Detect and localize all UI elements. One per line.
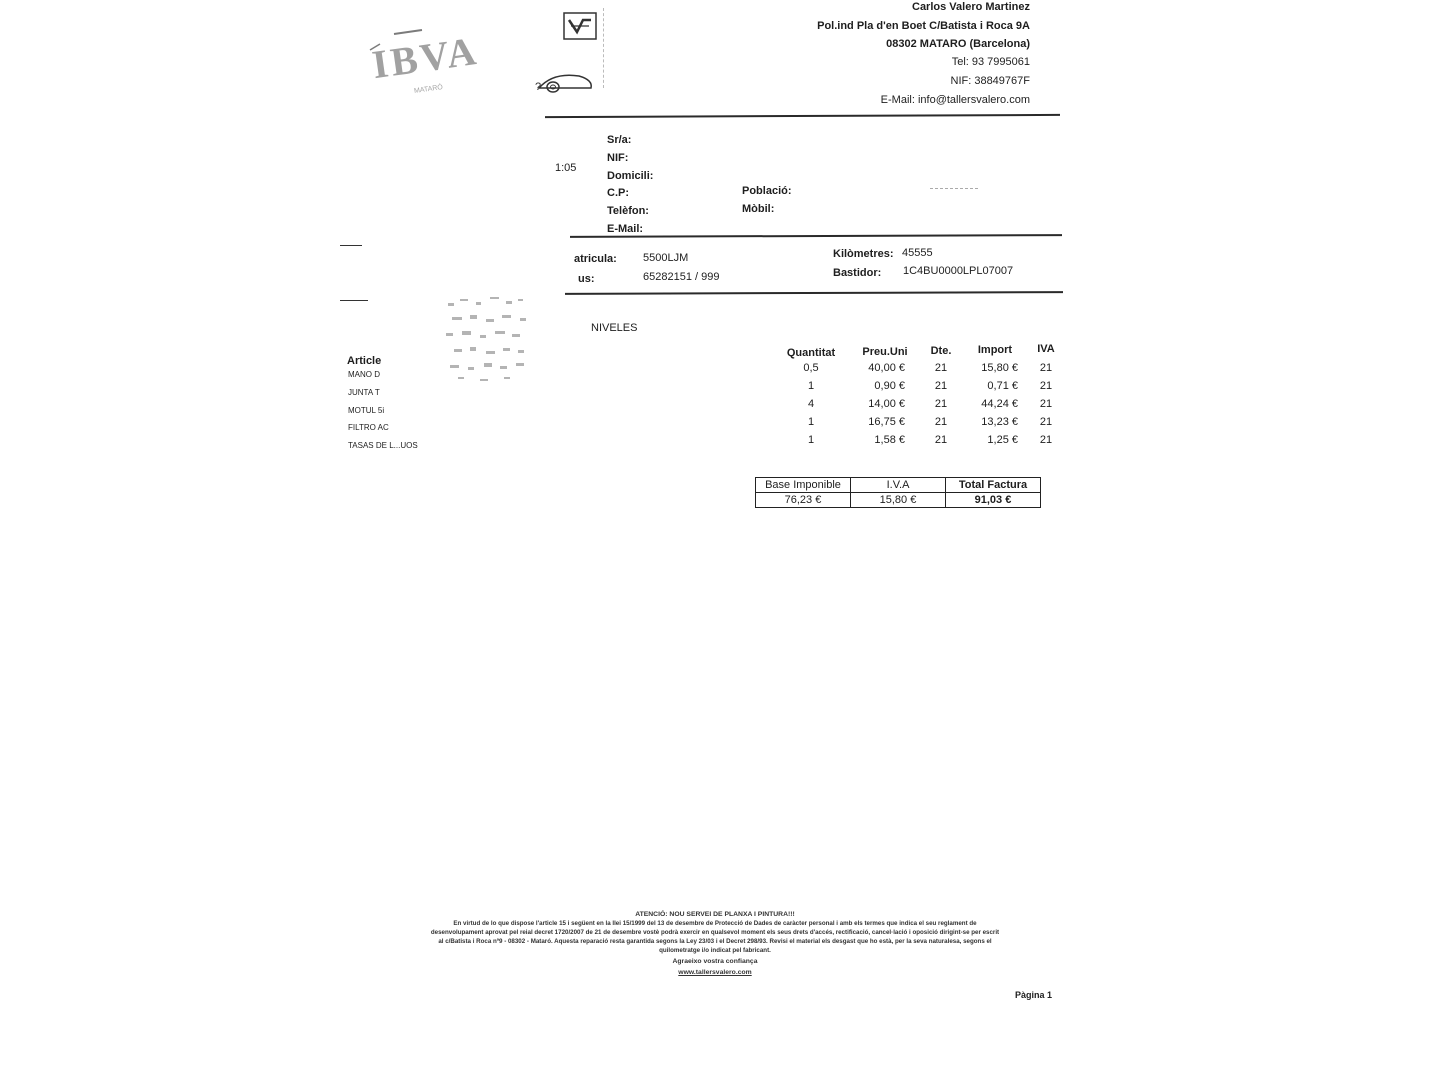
cell-price: 16,75 € — [868, 416, 905, 428]
line-items — [780, 362, 1065, 452]
redacted-marks — [930, 188, 978, 189]
label-bastidor: Bastidor: — [833, 267, 882, 279]
totals-iva-value: 15,80 € — [851, 493, 946, 508]
label-domicili: Domicili: — [607, 170, 654, 182]
cell-import: 1,25 € — [987, 434, 1018, 446]
footer-legal-1: En virtud de lo que dispose l'article 15 i següent en la llei 15/1999 del 13 de desembre de Protecció de Dades de caràcter personal i amb els termes que indica el seu reglament de — [453, 920, 977, 927]
footer-legal-2: desenvolupament aprovat pel reial decret 1720/2007 de 21 de desembre vostè podrà exercir en qualsevol moment els seus drets d'accés, rectificació, cancel·lació i oposició dirigint-se per escrit — [430, 929, 1000, 936]
header-dte: Dte. — [930, 345, 952, 357]
cell-iva: 21 — [1039, 434, 1053, 446]
car-badge-icon — [535, 70, 597, 98]
article-row: MOTUL 5i — [348, 406, 385, 415]
table-row — [780, 398, 1065, 416]
cell-qty: 1 — [807, 416, 815, 428]
header-iva: IVA — [1037, 343, 1055, 355]
label-mobil: Mòbil: — [742, 203, 775, 215]
company-tel: Tel: 93 7995061 — [951, 56, 1030, 68]
label-km: Kilòmetres: — [833, 248, 894, 260]
table-row — [780, 380, 1065, 398]
margin-dash-1 — [340, 245, 362, 246]
article-row: MANO D — [348, 370, 380, 379]
cell-import: 15,80 € — [981, 362, 1018, 374]
cell-dte: 21 — [934, 434, 948, 446]
company-email: E-Mail: info@tallersvalero.com — [880, 94, 1030, 106]
value-km: 45555 — [902, 247, 933, 259]
brand-logo-icon — [563, 12, 597, 40]
article-row: JUNTA T — [348, 388, 380, 397]
cell-iva: 21 — [1039, 416, 1053, 428]
label-srla: Sr/a: — [607, 134, 632, 146]
header-preu-uni: Preu.Uni — [862, 346, 908, 358]
article-row: FILTRO AC — [348, 423, 389, 432]
cell-qty: 1 — [807, 434, 815, 446]
cell-dte: 21 — [934, 398, 948, 410]
page-number: Pàgina 1 — [1015, 990, 1053, 1000]
article-row: TASAS DE L...UOS — [348, 441, 418, 450]
logo-subtext: MATARÓ — [413, 84, 444, 95]
label-telefon: Telèfon: — [607, 205, 649, 217]
cell-import: 13,23 € — [981, 416, 1018, 428]
table-row — [780, 434, 1065, 452]
value-second: 65282151 / 999 — [643, 271, 720, 283]
company-address: Pol.ind Pla d'en Boet C/Batista i Roca 9A — [817, 20, 1030, 32]
totals-total-label: Total Factura — [946, 478, 1041, 493]
label-email: E-Mail: — [607, 223, 644, 235]
margin-dash-2 — [340, 300, 368, 301]
header-import: Import — [977, 344, 1013, 356]
table-row — [780, 362, 1065, 380]
faded-stamp — [440, 293, 535, 385]
cell-dte: 21 — [934, 416, 948, 428]
table-row — [780, 416, 1065, 434]
customer-divider — [570, 234, 1062, 238]
cell-iva: 21 — [1039, 398, 1053, 410]
footer-thanks: Agraeixo vostra confiança — [672, 958, 758, 965]
cell-iva: 21 — [1039, 380, 1053, 392]
company-city: 08302 MATARO (Barcelona) — [886, 38, 1030, 50]
cell-iva: 21 — [1039, 362, 1053, 374]
cell-price: 1,58 € — [874, 434, 905, 446]
value-bastidor: 1C4BU0000LPL07007 — [903, 265, 1014, 277]
company-nif: NIF: 38849767F — [950, 75, 1030, 87]
cell-import: 44,24 € — [981, 398, 1018, 410]
footer-legal-4: quilometratge i/o indicat pel fabricant. — [659, 947, 771, 954]
totals-base-label: Base Imponible — [756, 478, 851, 493]
cell-dte: 21 — [934, 380, 948, 392]
svg-text:?: ? — [535, 81, 542, 93]
footer-legal-3: al c/Batista i Roca nº9 - 08302 - Mataró. Aquesta reparació resta garantida segons la Ley 23/03 i el Decret 298/93. Revisi el material els desgast que ho està, per la seva naturalesa, segons el — [438, 938, 992, 945]
header-quantitat: Quantitat — [786, 347, 836, 359]
cell-import: 0,71 € — [987, 380, 1018, 392]
logo-text: IBVA — [369, 27, 482, 88]
totals-table — [755, 477, 1041, 508]
cell-price: 14,00 € — [868, 398, 905, 410]
label-nif: NIF: — [607, 152, 629, 164]
article-list — [348, 369, 418, 458]
time-fragment: 1:05 — [555, 162, 577, 174]
totals-base-value: 76,23 € — [756, 493, 851, 508]
label-cp: C.P: — [607, 187, 629, 199]
footer — [355, 910, 1075, 977]
totals-total-value: 91,03 € — [946, 493, 1041, 508]
header-divider — [545, 114, 1060, 118]
cell-qty: 0,5 — [803, 362, 819, 374]
footer-website[interactable]: www.tallersvalero.com — [678, 969, 752, 976]
vehicle-divider — [565, 291, 1063, 295]
cell-qty: 4 — [807, 398, 815, 410]
label-second: us: — [578, 273, 595, 285]
article-header: Article — [347, 355, 382, 367]
cell-qty: 1 — [807, 380, 815, 392]
label-matricula: atricula: — [574, 253, 617, 265]
cell-price: 40,00 € — [868, 362, 905, 374]
totals-iva-label: I.V.A — [851, 478, 946, 493]
cell-price: 0,90 € — [874, 380, 905, 392]
company-name: Carlos Valero Martinez — [912, 1, 1030, 13]
cell-dte: 21 — [934, 362, 948, 374]
footer-heading: ATENCIÓ: NOU SERVEI DE PLANXA I PINTURA!!! — [635, 911, 795, 918]
value-matricula: 5500LJM — [643, 252, 689, 264]
label-poblacio: Població: — [742, 185, 792, 197]
job-description: NIVELES — [591, 322, 638, 334]
scan-artifact-line — [603, 8, 605, 88]
